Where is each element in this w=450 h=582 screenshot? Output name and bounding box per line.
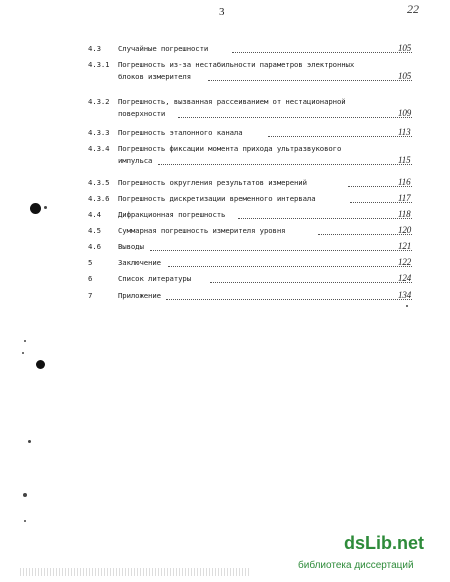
ink-speck xyxy=(24,340,26,342)
toc-entry-page: 124 xyxy=(398,273,412,283)
toc-entry-page: 105 xyxy=(398,43,412,53)
dot-leader xyxy=(168,259,412,267)
page-number: 3 xyxy=(219,6,225,18)
toc-entry-number: 6 xyxy=(88,274,93,283)
toc-entry-title: Заключение xyxy=(118,258,161,267)
watermark-logo: dsLib.net xyxy=(344,533,424,553)
toc-entry-title: Список литературы xyxy=(118,274,191,283)
toc-entry-title: Выводы xyxy=(118,242,144,251)
toc-entry-number: 4.3 xyxy=(88,44,101,53)
dot-leader xyxy=(210,275,412,283)
ink-speck xyxy=(23,493,27,497)
toc-entry-title: Дифракционная погрешность xyxy=(118,210,226,219)
toc-entry-title: Погрешность, вызванная рассеиванием от нестационарной xyxy=(118,97,346,106)
toc-entry-number: 4.5 xyxy=(88,226,101,235)
toc-entry-page: 109 xyxy=(398,108,412,118)
dot-leader xyxy=(178,110,412,118)
toc-entry-title-cont: блоков измерителя xyxy=(118,72,191,81)
toc-entry-number: 4.3.6 xyxy=(88,194,110,203)
toc-entry-title: Погрешность округления результатов измерений xyxy=(118,178,307,187)
ink-speck xyxy=(24,520,26,522)
ink-blot xyxy=(36,360,45,369)
dot-leader xyxy=(166,292,412,300)
ink-speck xyxy=(28,440,31,443)
toc-entry-number: 4.3.3 xyxy=(88,128,110,137)
toc-entry-number: 4.3.5 xyxy=(88,178,110,187)
dot-leader xyxy=(208,73,412,81)
ink-blot xyxy=(30,203,41,214)
toc-entry-page: 117 xyxy=(398,193,411,203)
toc-entry-page: 134 xyxy=(398,290,412,300)
toc-entry-title: Суммарная погрешность измерителя уровня xyxy=(118,226,286,235)
dot-leader xyxy=(158,157,412,165)
scan-noise xyxy=(20,568,250,576)
toc-entry-title: Случайные погрешности xyxy=(118,44,209,53)
ink-speck xyxy=(44,206,47,209)
toc-entry-page: 116 xyxy=(398,177,411,187)
toc-entry-title: Приложение xyxy=(118,291,161,300)
toc-entry-page: 105 xyxy=(398,71,412,81)
toc-entry-number: 4.3.1 xyxy=(88,60,110,69)
dot-leader xyxy=(268,129,412,137)
toc-entry-page: 118 xyxy=(398,209,411,219)
toc-entry-page: 113 xyxy=(398,127,411,137)
toc-entry-title: Погрешность дискретизации временного интервала xyxy=(118,194,316,203)
dot-leader xyxy=(232,45,412,53)
toc-entry-title: Погрешность фиксации момента прихода ультразвукового xyxy=(118,144,342,153)
handwritten-page-number: 22 xyxy=(407,2,419,16)
watermark-tagline: библиотека диссертаций xyxy=(298,560,414,571)
ink-speck xyxy=(406,305,408,307)
toc-entry-page: 121 xyxy=(398,241,412,251)
watermark xyxy=(296,533,446,577)
toc-entry-page: 122 xyxy=(398,257,412,267)
toc-entry-page: 115 xyxy=(398,155,411,165)
toc-entry-page: 120 xyxy=(398,225,412,235)
toc-entry-number: 4.4 xyxy=(88,210,101,219)
toc-entry-number: 4.6 xyxy=(88,242,101,251)
toc-entry-title: Погрешность из-за нестабильности параметров электронных xyxy=(118,60,355,69)
ink-speck xyxy=(22,352,24,354)
dot-leader xyxy=(150,243,412,251)
dot-leader xyxy=(238,211,412,219)
toc-entry-title-cont: импульса xyxy=(118,156,153,165)
toc-entry-number: 4.3.4 xyxy=(88,144,110,153)
toc-entry-title: Погрешность эталонного канала xyxy=(118,128,243,137)
toc-entry-title-cont: поверхности xyxy=(118,109,166,118)
toc-entry-number: 5 xyxy=(88,258,93,267)
toc-entry-number: 7 xyxy=(88,291,93,300)
toc-entry-number: 4.3.2 xyxy=(88,97,110,106)
